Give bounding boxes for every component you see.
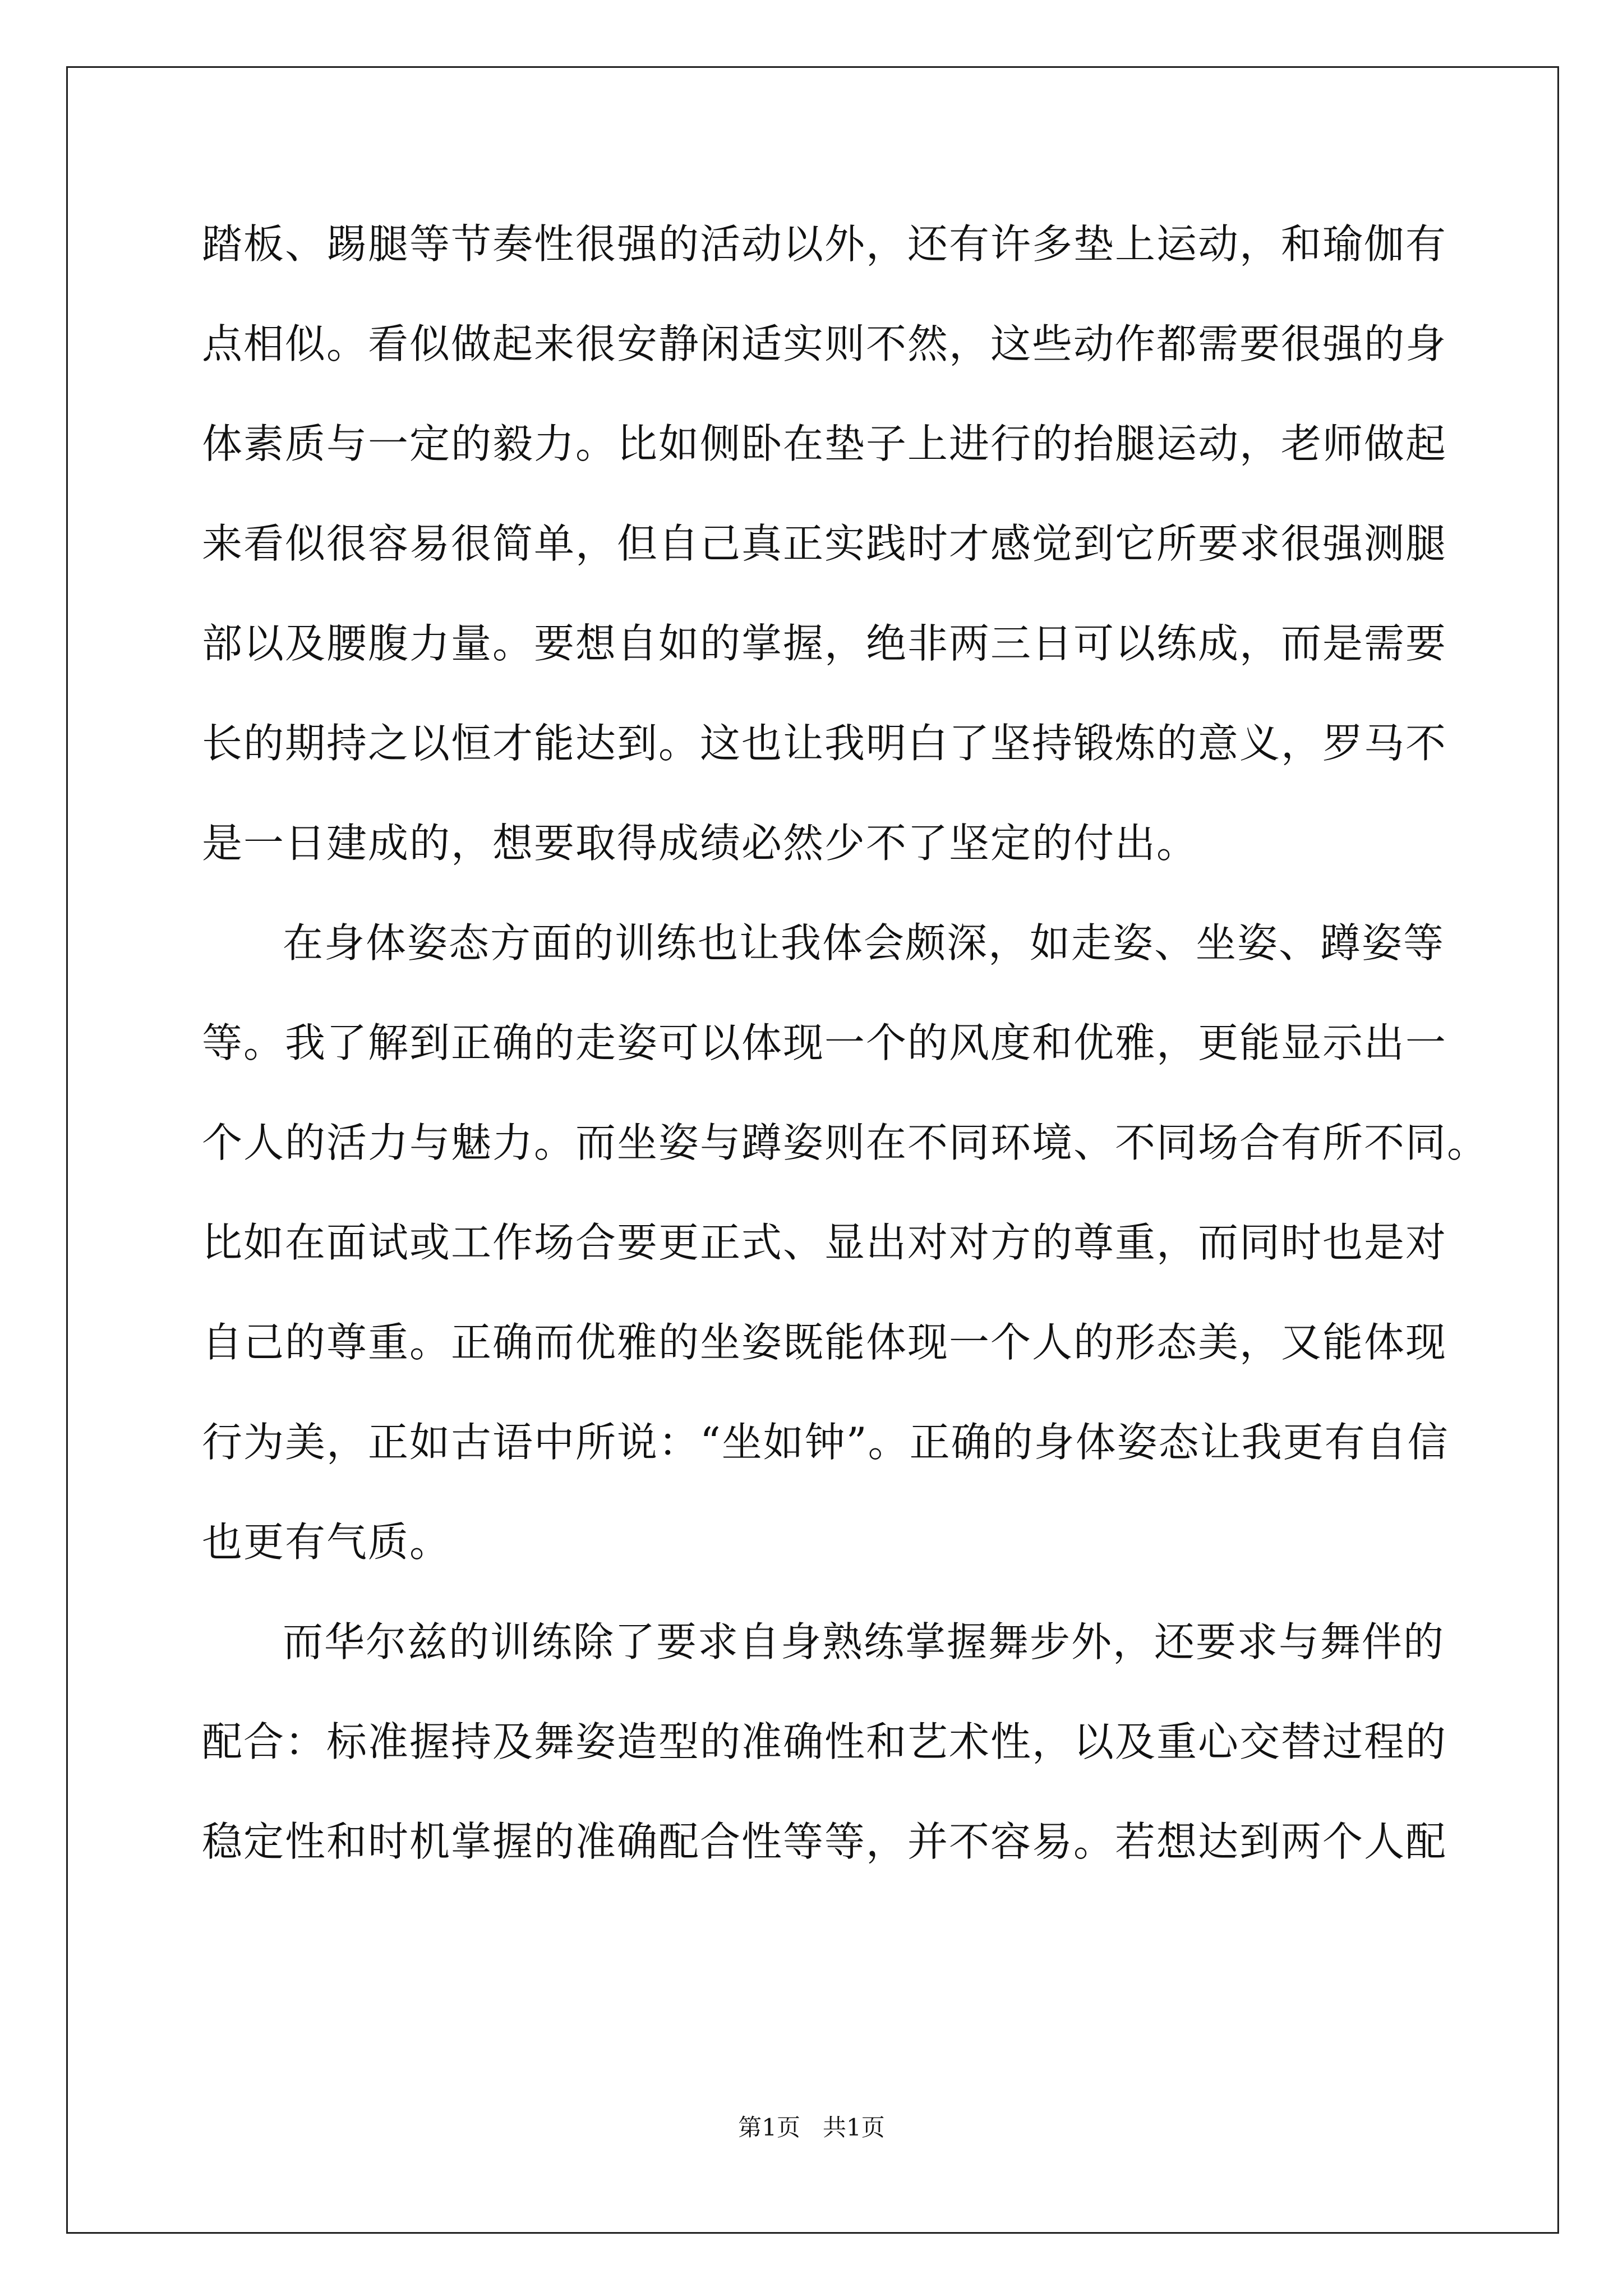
body-line: 踏板、踢腿等节奏性很强的活动以外，还有许多垫上运动，和瑜伽有 — [202, 220, 1447, 268]
body-line: 在身体姿态方面的训练也让我体会颇深，如走姿、坐姿、蹲姿等 — [283, 919, 1445, 967]
body-line: 比如在面试或工作场合要更正式、显出对对方的尊重，而同时也是对 — [202, 1219, 1447, 1266]
body-line: 点相似。看似做起来很安静闲适实则不然，这些动作都需要很强的身 — [202, 320, 1447, 367]
body-line: 体素质与一定的毅力。比如侧卧在垫子上进行的抬腿运动，老师做起 — [202, 420, 1447, 467]
body-line: 来看似很容易很简单，但自己真正实践时才感觉到它所要求很强测腿 — [202, 520, 1447, 567]
body-line: 配合：标准握持及舞姿造型的准确性和艺术性，以及重心交替过程的 — [202, 1718, 1447, 1765]
body-line: 等。我了解到正确的走姿可以体现一个的风度和优雅，更能显示出一 — [202, 1019, 1447, 1066]
body-line: 是一日建成的，想要取得成绩必然少不了坚定的付出。 — [202, 820, 1198, 867]
body-line: 个人的活力与魅力。而坐姿与蹲姿则在不同环境、不同场合有所不同。 — [202, 1119, 1489, 1166]
page-number: 第1页 共1页 — [738, 2114, 885, 2141]
body-line: 部以及腰腹力量。要想自如的掌握，绝非两三日可以练成，而是需要 — [202, 620, 1447, 667]
body-line: 自己的尊重。正确而优雅的坐姿既能体现一个人的形态美，又能体现 — [202, 1319, 1447, 1366]
body-line: 长的期持之以恒才能达到。这也让我明白了坚持锻炼的意义，罗马不 — [202, 720, 1447, 767]
body-line: 稳定性和时机掌握的准确配合性等等，并不容易。若想达到两个人配 — [202, 1818, 1447, 1865]
body-line: 而华尔兹的训练除了要求自身熟练掌握舞步外，还要求与舞伴的 — [283, 1618, 1445, 1665]
body-line: 也更有气质。 — [202, 1519, 451, 1566]
body-line: 行为美，正如古语中所说：“坐如钟”。正确的身体姿态让我更有自信 — [202, 1419, 1449, 1466]
